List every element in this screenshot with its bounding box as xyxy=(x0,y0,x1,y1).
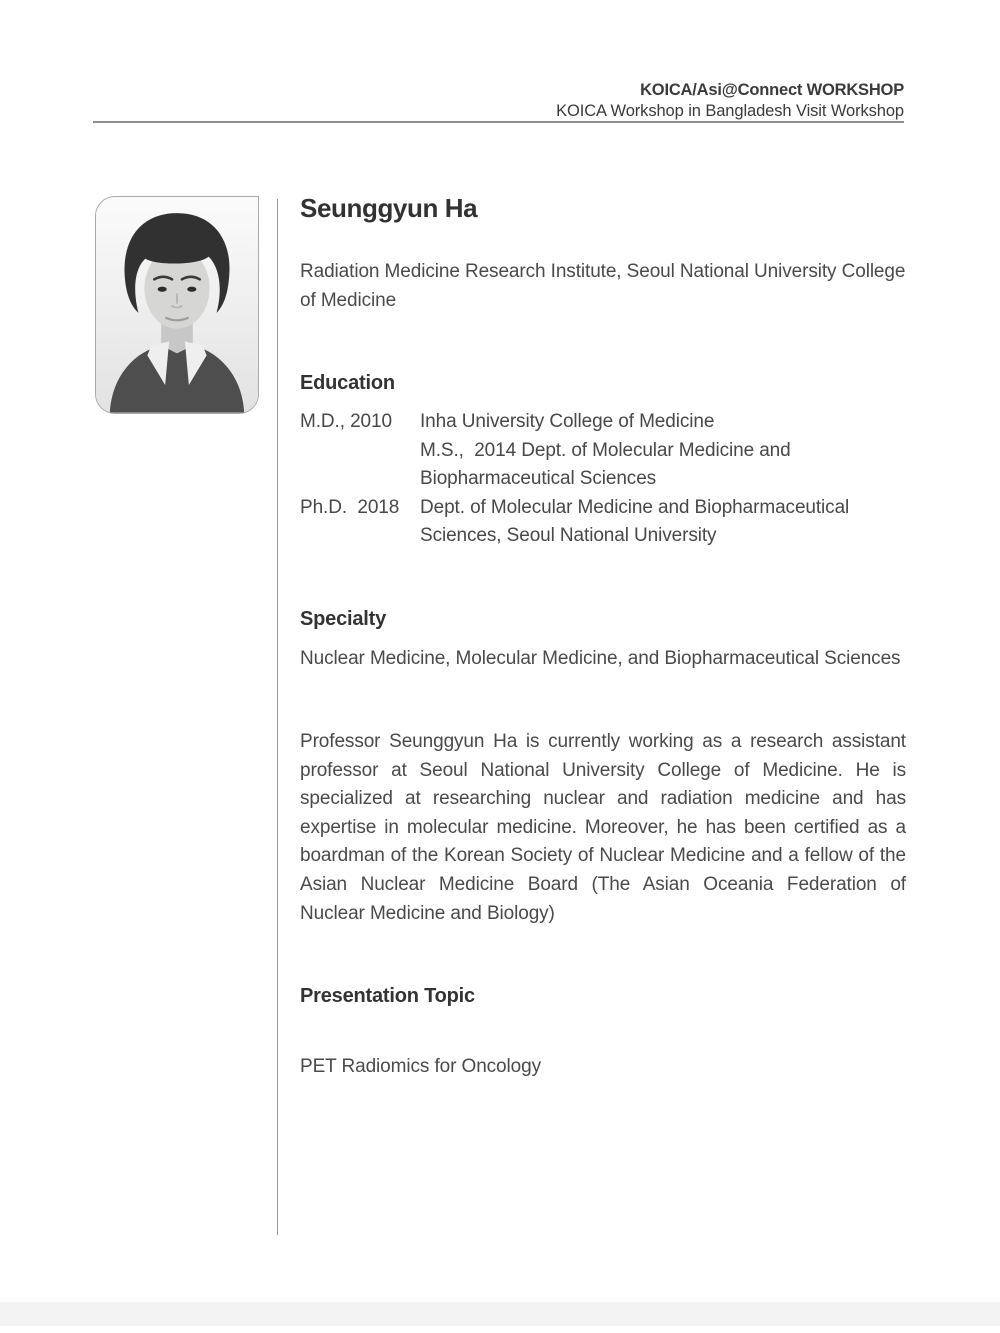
vertical-divider xyxy=(277,199,278,1235)
profile-content xyxy=(300,0,906,1333)
presentation-topic-text: PET Radiomics for Oncology xyxy=(300,1056,541,1077)
speaker-name: Seunggyun Ha xyxy=(300,193,478,223)
affiliation xyxy=(300,258,906,315)
education-detail-line: M.S., 2014 Dept. of Molecular Medicine and xyxy=(420,439,791,461)
education-detail xyxy=(420,494,906,551)
specialty-heading: Specialty xyxy=(300,608,387,630)
presentation-topic-heading: Presentation Topic xyxy=(300,985,475,1007)
page-bottom-band xyxy=(0,1302,1000,1326)
specialty-text: Nuclear Medicine, Molecular Medicine, and Biopharmaceutical Sciences xyxy=(300,648,901,669)
education-detail xyxy=(420,408,906,494)
header-workshop-subtitle: KOICA Workshop in Bangladesh Visit Workshop xyxy=(556,102,904,120)
education-row xyxy=(300,408,906,494)
education-heading: Education xyxy=(300,372,395,394)
header-workshop-title: KOICA/Asi@Connect WORKSHOP xyxy=(640,81,904,99)
education-list xyxy=(300,408,906,551)
portrait-image xyxy=(96,197,258,413)
affiliation-line1: Radiation Medicine Research Institute, Seoul National University College xyxy=(300,261,906,282)
education-detail-line: Dept. of Molecular Medicine and Biopharmaceutical xyxy=(420,496,850,518)
education-degree: M.D., 2010 xyxy=(300,411,392,432)
biography-paragraph: Professor Seunggyun Ha is currently working as a research assistant professor at Seoul National University College of Medicine. He is specialized at researching nuclear and radiation medicine and has expertise in molecular medicine. Moreover, he has been certified as a boardman of the Korean Society of Nuclear Medicine and a fellow of the Asian Nuclear Medicine Board (The Asian Oceania Federation of Nuclear Medicine and Biology) xyxy=(300,731,906,924)
profile-photo xyxy=(95,196,259,414)
education-degree: Ph.D. 2018 xyxy=(300,496,400,518)
education-row xyxy=(300,494,906,551)
education-detail-line: Biopharmaceutical Sciences xyxy=(420,468,657,489)
education-detail-line: Sciences, Seoul National University xyxy=(420,525,717,546)
education-detail-line: Inha University College of Medicine xyxy=(420,411,715,432)
affiliation-line2: of Medicine xyxy=(300,289,397,311)
